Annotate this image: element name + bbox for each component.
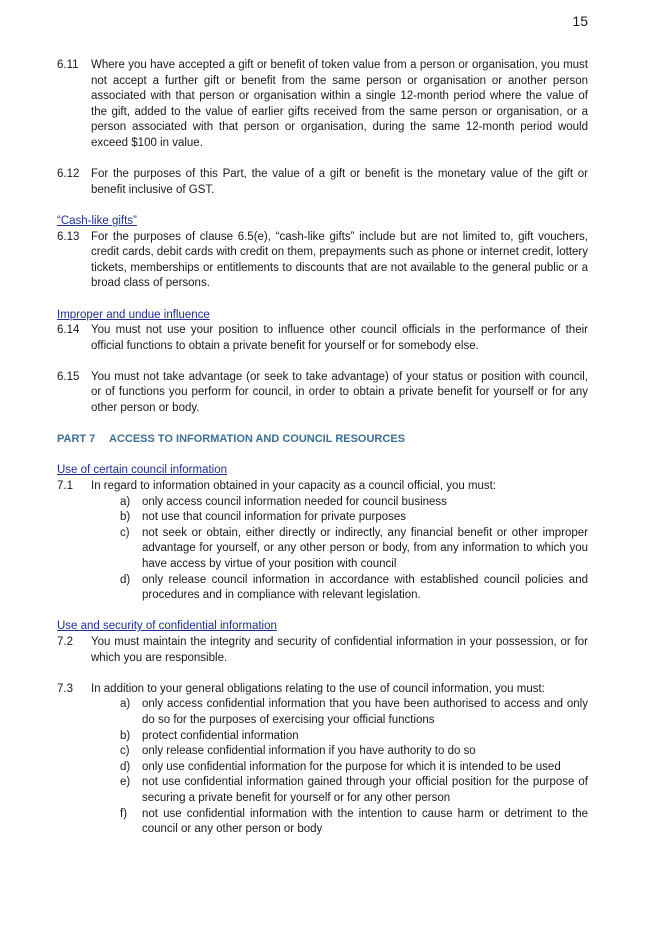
- heading-improper-undue-influence[interactable]: Improper and undue influence: [57, 308, 210, 321]
- clause-text: In addition to your general obligations relating to the use of council information, you must:: [91, 682, 545, 695]
- clause-6-14: [57, 323, 588, 354]
- list-letter: b): [120, 511, 131, 524]
- list-item: [57, 744, 588, 760]
- part-7-heading: [57, 432, 588, 448]
- list-letter: a): [120, 698, 131, 711]
- part-number: PART 7: [57, 433, 96, 446]
- clause-7-3: [57, 682, 588, 698]
- list-text: not use that council information for private purposes: [142, 511, 407, 524]
- clause-6-15: [57, 370, 588, 417]
- clause-7-1-list: [57, 495, 588, 604]
- document-body: [57, 58, 588, 838]
- clause-text: You must not take advantage (or seek to take advantage) of your status or position with council, or of functions you perform for council, in order to obtain a private benefit for yourself or for any other person or body.: [91, 370, 588, 415]
- list-letter: a): [120, 495, 131, 508]
- list-text: only release confidential information if you have authority to do so: [142, 745, 476, 758]
- clause-text: In regard to information obtained in your capacity as a council official, you must:: [91, 480, 497, 493]
- clause-text: You must maintain the integrity and security of confidential information in your possession, or for which you are responsible.: [91, 635, 588, 664]
- list-text: only use confidential information for the purpose for which it is intended to be used: [142, 760, 561, 773]
- list-text: only access council information needed for council business: [142, 495, 447, 508]
- list-letter: c): [120, 745, 130, 758]
- list-item: [57, 526, 588, 573]
- clause-number: 7.1: [57, 480, 73, 493]
- clause-text: Where you have accepted a gift or benefit of token value from a person or organisation, you must not accept a further gift or benefit from the same person or organisation or another person associated with that person or organisation within a single 12-month period where the value of the gift, added to the value of earlier gifts received from the same person or organisation, or a person associated with that person or organisation, during the same 12-month period would exceed $100 in value.: [91, 59, 588, 149]
- heading-use-security-confidential-information[interactable]: Use and security of confidential information: [57, 620, 277, 633]
- list-text: not use confidential information with the intention to cause harm or detriment to the council or any other person or body: [142, 807, 588, 836]
- list-item: [57, 510, 588, 526]
- clause-number: 6.12: [57, 168, 80, 181]
- list-text: not seek or obtain, either directly or indirectly, any financial benefit or other improper advantage for yourself, or any other person or body, from any information to which you have access by virtue of your position with council: [142, 526, 588, 570]
- clause-text: For the purposes of clause 6.5(e), “cash-like gifts” include but are not limited to, gift vouchers, credit cards, debit cards with credit on them, prepayments such as phone or internet credit, lottery tickets, memberships or entitlements to discounts that are not available to the general public or a broad class of persons.: [91, 230, 588, 290]
- clause-6-12: [57, 167, 588, 198]
- list-letter: d): [120, 760, 131, 773]
- clause-7-3-list: [57, 697, 588, 837]
- list-item: [57, 697, 588, 728]
- clause-6-11: [57, 58, 588, 152]
- clause-number: 7.3: [57, 682, 73, 695]
- clause-number: 7.2: [57, 635, 73, 648]
- clause-7-2: [57, 635, 588, 666]
- list-text: only access confidential information that you have been authorised to access and only do so for the purposes of exercising your official functions: [142, 698, 588, 726]
- clause-number: 6.15: [57, 370, 80, 383]
- list-item: [57, 775, 588, 806]
- list-text: protect confidential information: [142, 729, 299, 742]
- list-item: [57, 807, 588, 838]
- clause-6-13: [57, 230, 588, 292]
- list-item: [57, 760, 588, 776]
- list-letter: e): [120, 776, 131, 789]
- clause-number: 6.14: [57, 324, 80, 337]
- list-item: [57, 495, 588, 511]
- list-text: not use confidential information gained through your official position for the purpose of securing a private benefit for yourself or for any other person: [142, 776, 588, 804]
- part-title: ACCESS TO INFORMATION AND COUNCIL RESOURCES: [109, 433, 405, 446]
- list-item: [57, 729, 588, 745]
- clause-7-1: [57, 479, 588, 495]
- list-letter: b): [120, 729, 131, 742]
- page-number: 15: [572, 13, 588, 29]
- list-letter: f): [120, 807, 128, 820]
- heading-cash-like-gifts[interactable]: “Cash-like gifts”: [57, 214, 137, 227]
- list-item: [57, 573, 588, 604]
- list-letter: d): [120, 573, 131, 586]
- list-letter: c): [120, 526, 130, 539]
- clause-number: 6.11: [57, 59, 79, 71]
- clause-text: For the purposes of this Part, the value of a gift or benefit is the monetary value of the gift or benefit inclusive of GST.: [91, 168, 588, 196]
- clause-text: You must not use your position to influence other council officials in the performance of their official functions to obtain a private benefit for yourself or for somebody else.: [91, 324, 588, 352]
- heading-use-certain-council-information[interactable]: Use of certain council information: [57, 464, 228, 477]
- list-text: only release council information in accordance with established council policies and procedures and in compliance with relevant legislation.: [142, 573, 588, 602]
- clause-number: 6.13: [57, 230, 80, 243]
